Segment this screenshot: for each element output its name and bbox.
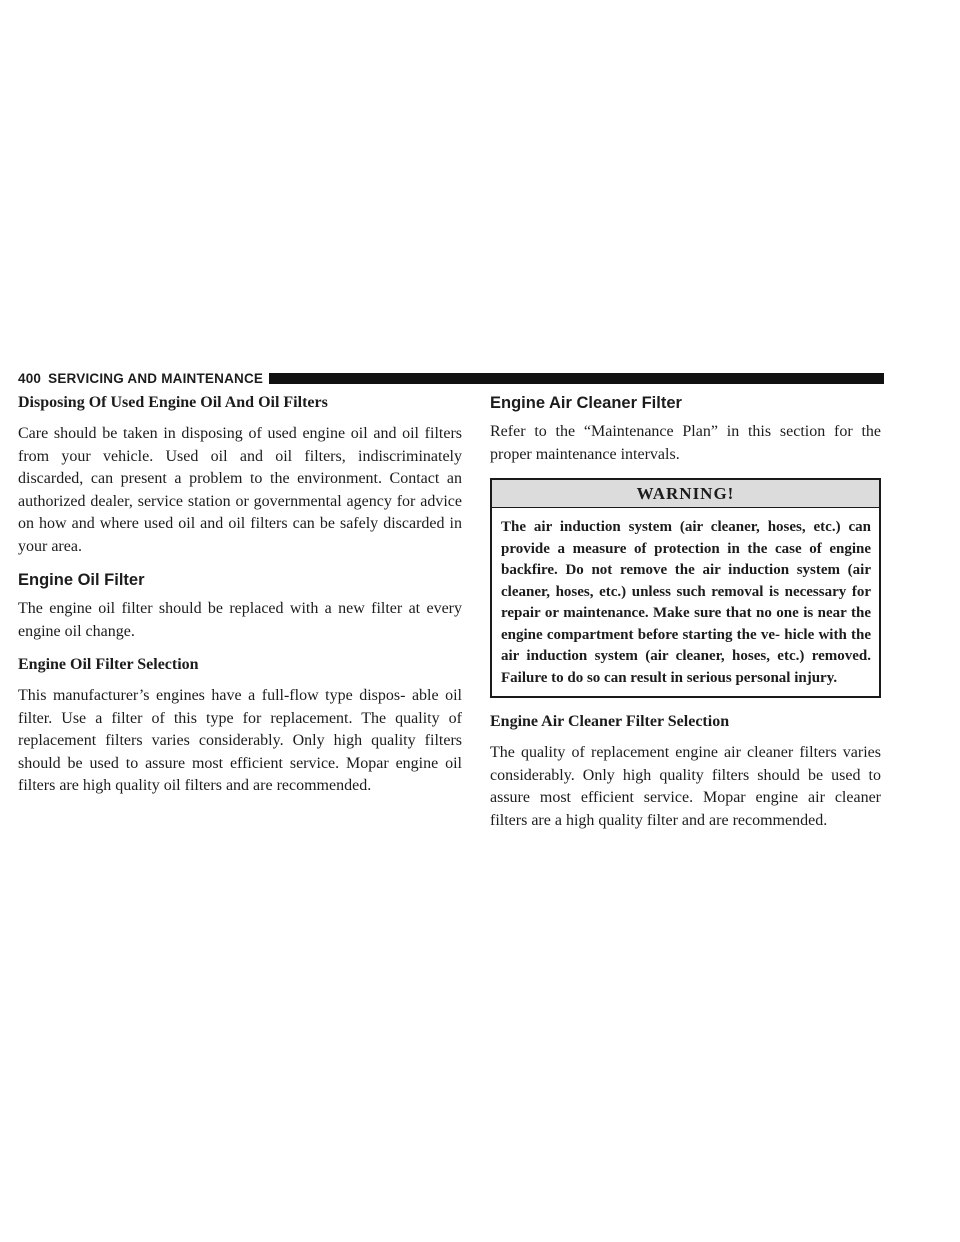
- oil-filter-selection-paragraph: This manufacturer’s engines have a full-flow type dispos- able oil filter. Use a filter of this type for replacement. The quality of replacement filters varies considerably. Only high quality filters should be used to assure most efficient service. Mopar engine oil filters are high quality oil filters and are recommended.: [18, 687, 462, 794]
- header-rule: [269, 373, 884, 384]
- air-filter-selection-heading: Engine Air Cleaner Filter Selection: [490, 713, 730, 730]
- disposing-paragraph: Care should be taken in disposing of used engine oil and oil filters from your vehicle. Used oil and oil filters, indiscriminately discarded, can present a problem to the environment. Contact an authorized dealer, service station or governmental agency for advice on how and where used oil and oil filters can be safely discarded in your area.: [18, 425, 462, 555]
- left-column: [18, 393, 462, 810]
- warning-title: WARNING!: [492, 480, 879, 508]
- air-filter-selection-paragraph: The quality of replacement engine air cleaner filters varies considerably. Only high quality filters should be used to assure most efficient service. Mopar engine air cleaner filters are a high quality filter and are recommended.: [490, 744, 881, 829]
- warning-box: [490, 478, 881, 698]
- page-number: 400: [18, 370, 42, 386]
- oil-filter-heading: Engine Oil Filter: [18, 571, 145, 589]
- right-column: [490, 393, 881, 844]
- air-cleaner-paragraph: Refer to the “Maintenance Plan” in this section for the proper maintenance intervals.: [490, 423, 881, 463]
- air-cleaner-heading: Engine Air Cleaner Filter: [490, 394, 682, 412]
- page-header: [18, 370, 884, 386]
- warning-text: The air induction system (air cleaner, hoses, etc.) can provide a measure of protection in the case of engine backfire. Do not remove the air induction system (air cleaner, hoses, etc.) unless such removal is necessary for repair or maintenance. Make sure that no one is near the engine compartment before starting the ve- hicle with the air induction system (air cleaner, hoses, etc.) removed. Failure to do so can result in serious personal injury.: [501, 519, 871, 686]
- disposing-heading: Disposing Of Used Engine Oil And Oil Filters: [18, 394, 328, 411]
- oil-filter-selection-heading: Engine Oil Filter Selection: [18, 656, 199, 673]
- oil-filter-paragraph: The engine oil filter should be replaced with a new filter at every engine oil change.: [18, 600, 462, 640]
- section-title: SERVICING AND MAINTENANCE: [48, 370, 264, 386]
